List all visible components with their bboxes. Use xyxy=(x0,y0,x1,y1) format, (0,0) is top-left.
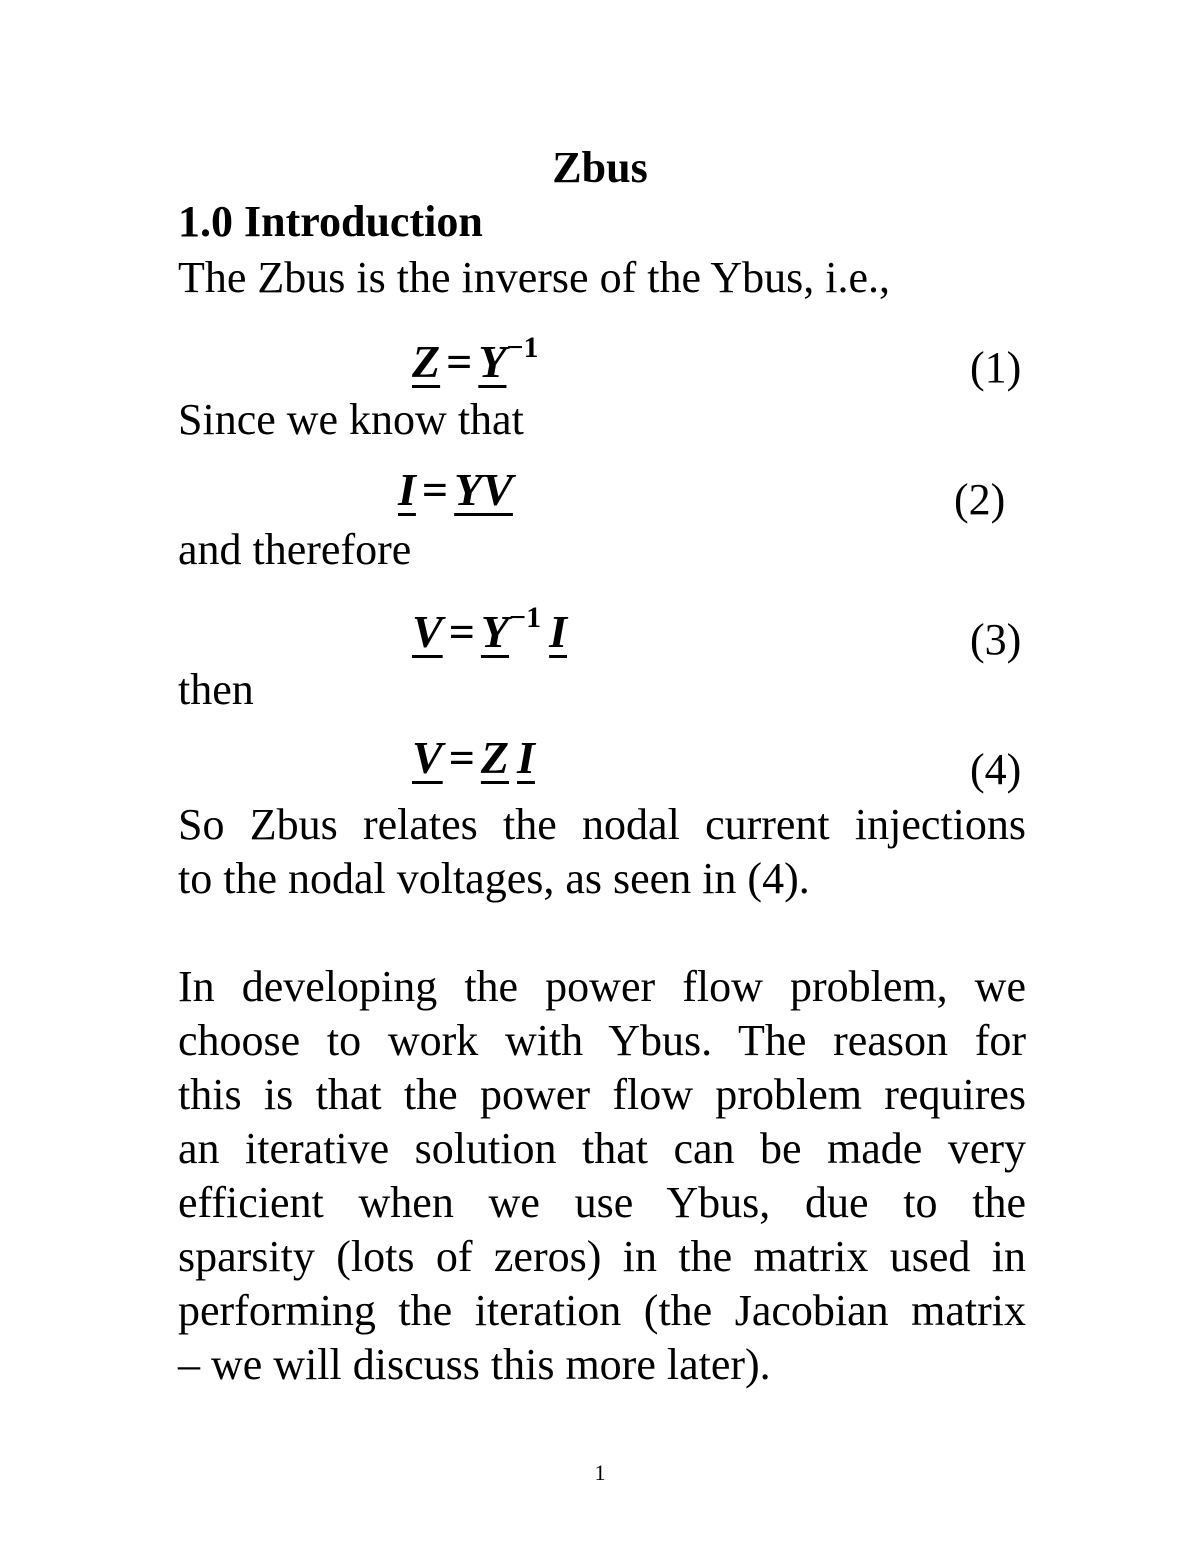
eq4-lhs: V xyxy=(412,732,443,783)
page-number: 1 xyxy=(594,1460,606,1485)
equation-4 xyxy=(412,730,535,786)
eq1-number: (1) xyxy=(970,343,1022,392)
eq2-rhs: YV xyxy=(454,464,513,515)
equation-1 xyxy=(412,331,539,390)
section-heading: 1.0 Introduction xyxy=(178,197,483,246)
since-line: Since we know that xyxy=(178,395,524,444)
then-line: then xyxy=(178,665,254,714)
para2-line: efficient when we use Ybus, due to the xyxy=(178,1178,1026,1227)
para2-line: sparsity (lots of zeros) in the matrix used in xyxy=(178,1232,1026,1281)
equation-2 xyxy=(398,462,513,518)
eq1-rhs: Y xyxy=(478,336,507,387)
eq2-number: (2) xyxy=(954,475,1006,524)
intro-line: The Zbus is the inverse of the Ybus, i.e., xyxy=(178,253,890,302)
para2-line: In developing the power flow problem, we xyxy=(178,962,1026,1011)
equation-3 xyxy=(412,601,568,660)
para1-line: So Zbus relates the nodal current injections xyxy=(178,800,1026,849)
para2-line: choose to work with Ybus. The reason for xyxy=(178,1016,1026,1065)
eq3-rhs-y: Y xyxy=(480,606,510,657)
eq2-operator: = xyxy=(421,464,449,515)
para2-line: this is that the power flow problem requires xyxy=(178,1070,1026,1119)
eq2-lhs: I xyxy=(398,464,416,515)
eq3-exponent: −1 xyxy=(509,601,542,634)
eq3-operator: = xyxy=(448,606,475,657)
eq4-number: (4) xyxy=(970,745,1022,794)
eq1-operator: = xyxy=(446,336,473,387)
eq1-lhs: Z xyxy=(412,336,441,387)
paragraph-1 xyxy=(178,798,1026,906)
eq4-operator: = xyxy=(448,732,475,783)
para2-line: – we will discuss this more later). xyxy=(178,1340,771,1389)
therefore-line: and therefore xyxy=(178,525,412,574)
para2-line: an iterative solution that can be made very xyxy=(178,1124,1026,1173)
eq3-lhs: V xyxy=(412,606,443,657)
eq3-rhs-i: I xyxy=(549,606,568,657)
eq4-rhs-z: Z xyxy=(480,732,510,783)
para2-line: performing the iteration (the Jacobian matrix xyxy=(178,1286,1026,1335)
para1-line: to the nodal voltages, as seen in (4). xyxy=(178,854,810,903)
page-title: Zbus xyxy=(552,143,648,192)
eq1-exponent: −1 xyxy=(506,331,539,364)
paragraph-2 xyxy=(178,960,1026,1392)
eq3-number: (3) xyxy=(970,615,1022,664)
eq4-rhs-i: I xyxy=(517,732,535,783)
